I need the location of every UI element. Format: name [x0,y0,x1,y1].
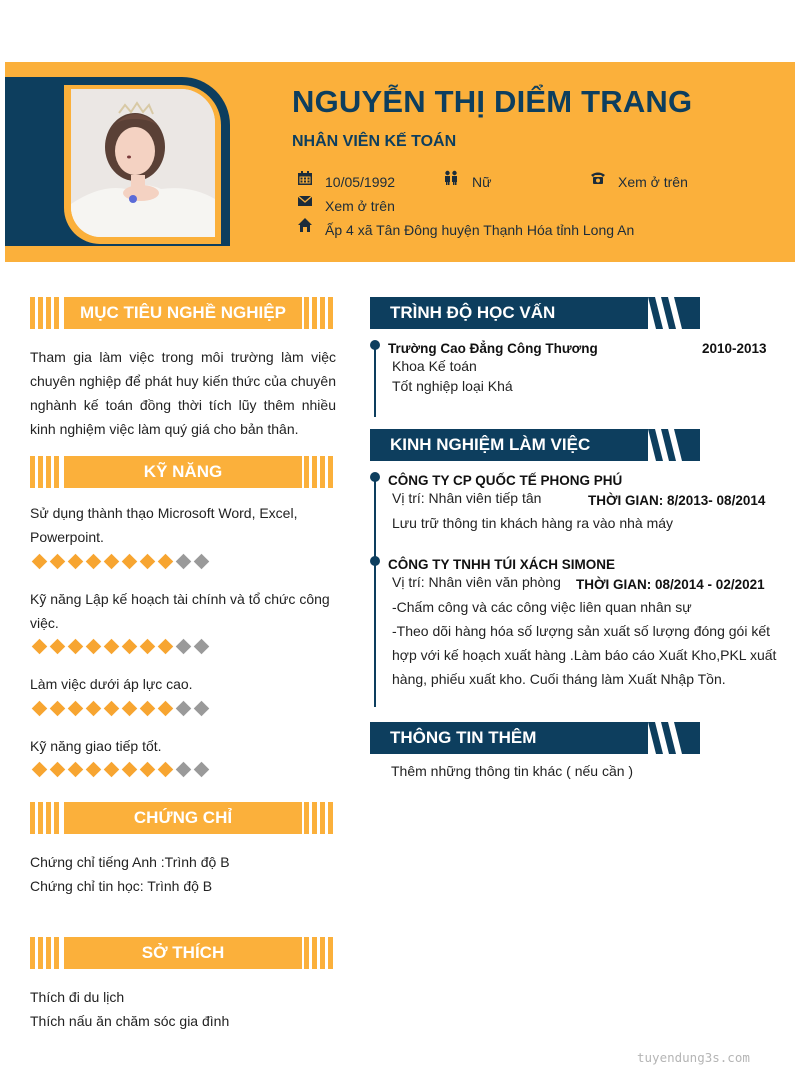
school-name: Trường Cao Đẳng Công Thương [388,341,598,356]
job-title: NHÂN VIÊN KẾ TOÁN [292,133,457,150]
experience-timeline [374,477,376,707]
company-name: CÔNG TY TNHH TÚI XÁCH SIMONE [388,557,616,572]
experience-heading: KINH NGHIỆM LÀM VIỆC [390,435,591,454]
rating-diamond-filled [158,762,174,778]
rating-diamond-empty [176,554,192,570]
school-years: 2010-2013 [702,341,767,356]
envelope-icon [297,193,313,209]
header-stripes-decoration [648,297,700,329]
timeline-dot [370,340,380,350]
rating-diamond-filled [50,554,66,570]
hobbies-header [30,937,336,969]
rating-diamond-filled [158,639,174,655]
people-icon [443,170,459,186]
skill-rating [34,554,207,570]
job-detail: -Theo dõi hàng hóa số lượng sản xuất số lượng đóng gói kết [392,623,771,639]
hobby-item: Thích nấu ăn chăm sóc gia đình [30,1013,230,1029]
rating-diamond-filled [86,701,102,717]
skill-text: Kỹ năng Lập kế hoạch tài chính và tổ chức công việc. [30,591,330,631]
home-icon [297,217,313,233]
rating-diamond-filled [68,762,84,778]
rating-diamond-filled [32,701,48,717]
rating-diamond-filled [104,701,120,717]
job-period: THỜI GIAN: 08/2014 - 02/2021 [576,577,765,592]
additional-text: Thêm những thông tin khác ( nếu cần ) [391,763,634,779]
rating-diamond-filled [104,554,120,570]
gender-value: Nữ [472,174,492,190]
phone-value: Xem ở trên [618,174,688,190]
certificate-item: Chứng chỉ tin học: Trình độ B [30,878,213,894]
certificates-heading: CHỨNG CHỈ [64,802,302,834]
objective-text: Tham gia làm việc trong môi trường làm việc chuyên nghiệp để phát huy kiến thức của chuyên nghành kế toán đồng thời tích lũy thêm nhiều kinh nghiệm việc làm quý giá cho bản thân. [30,349,336,437]
objective-heading: MỤC TIÊU NGHỀ NGHIỆP [64,297,302,329]
rating-diamond-empty [176,762,192,778]
phone-icon [590,170,606,186]
hobby-item: Thích đi du lịch [30,989,125,1005]
rating-diamond-empty [194,762,210,778]
rating-diamond-filled [86,639,102,655]
rating-diamond-empty [194,554,210,570]
additional-heading: THÔNG TIN THÊM [390,728,537,747]
rating-diamond-empty [176,701,192,717]
rating-diamond-filled [140,639,156,655]
school-faculty: Khoa Kế toán [392,358,477,374]
skills-header [30,456,336,488]
skill-rating [34,639,207,655]
certificates-header [30,802,336,834]
rating-diamond-empty [194,639,210,655]
job-detail: -Chấm công và các công việc liên quan nhân sự [392,599,692,615]
rating-diamond-filled [68,701,84,717]
calendar-icon [297,170,313,186]
company-name: CÔNG TY CP QUỐC TẾ PHONG PHÚ [388,473,623,488]
job-detail: hợp với kế hoạch xuất hàng .Làm báo cáo Xuất Kho,PKL xuất [392,647,777,663]
rating-diamond-filled [122,762,138,778]
rating-diamond-filled [140,701,156,717]
address-value: Ấp 4 xã Tân Đông huyện Thạnh Hóa tỉnh Long An [325,222,635,238]
education-header [370,297,700,329]
rating-diamond-filled [50,639,66,655]
school-result: Tốt nghiệp loại Khá [392,378,513,394]
timeline-dot [370,472,380,482]
job-period: THỜI GIAN: 8/2013- 08/2014 [588,493,766,508]
objective-header [30,297,336,329]
profile-photo [71,89,215,237]
hobbies-heading: SỞ THÍCH [64,937,302,969]
rating-diamond-filled [68,639,84,655]
rating-diamond-filled [50,762,66,778]
rating-diamond-empty [176,639,192,655]
rating-diamond-filled [122,639,138,655]
rating-diamond-filled [86,762,102,778]
rating-diamond-filled [50,701,66,717]
watermark: tuyendung3s.com [637,1050,750,1065]
rating-diamond-filled [140,554,156,570]
additional-header [370,722,700,754]
rating-diamond-filled [122,554,138,570]
job-detail: hàng, phiếu xuất kho. Cuối tháng làm Xuất Nhập Tồn. [392,671,726,687]
skill-text: Kỹ năng giao tiếp tốt. [30,738,162,754]
rating-diamond-filled [104,639,120,655]
job-position: Vị trí: Nhân viên văn phòng [392,574,561,590]
rating-diamond-filled [32,639,48,655]
skill-text: Làm việc dưới áp lực cao. [30,676,193,692]
education-timeline [374,345,376,417]
rating-diamond-filled [140,762,156,778]
experience-header [370,429,700,461]
header-stripes-decoration [648,722,700,754]
rating-diamond-filled [32,762,48,778]
dob-value: 10/05/1992 [325,174,396,190]
skill-text: Sử dụng thành thạo Microsoft Word, Excel, Powerpoint. [30,505,298,545]
job-position: Vị trí: Nhân viên tiếp tân [392,490,542,506]
candidate-name: NGUYỄN THỊ DIỂM TRANG [292,84,693,119]
certificate-item: Chứng chỉ tiếng Anh :Trình độ B [30,854,230,870]
education-heading: TRÌNH ĐỘ HỌC VẤN [390,303,556,322]
skills-heading: KỸ NĂNG [64,456,302,488]
rating-diamond-filled [68,554,84,570]
skill-rating [34,701,207,717]
header-stripes-decoration [648,429,700,461]
rating-diamond-filled [32,554,48,570]
rating-diamond-filled [104,762,120,778]
rating-diamond-filled [122,701,138,717]
email-value: Xem ở trên [325,198,395,214]
job-detail: Lưu trữ thông tin khách hàng ra vào nhà máy [392,515,674,531]
skill-rating [34,762,207,778]
rating-diamond-empty [194,701,210,717]
rating-diamond-filled [158,701,174,717]
timeline-dot [370,556,380,566]
rating-diamond-filled [86,554,102,570]
rating-diamond-filled [158,554,174,570]
